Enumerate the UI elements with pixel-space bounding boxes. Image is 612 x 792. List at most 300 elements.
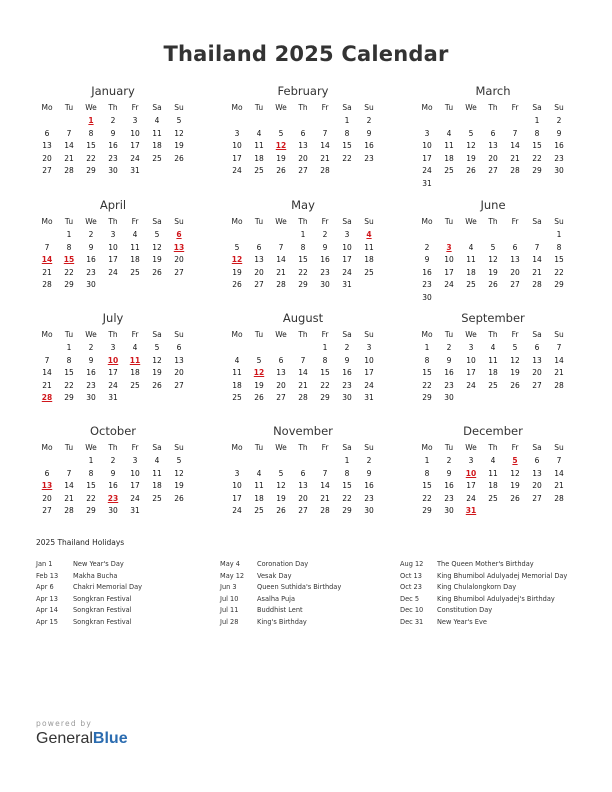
day-cell: 15 [64,368,74,378]
day-cell: 16 [422,267,432,277]
day-cell: 27 [174,267,184,277]
weekday-header: Sa [152,217,162,226]
holiday-item [36,582,201,594]
day-cell: 11 [364,242,374,252]
day-cell: 22 [64,267,74,277]
day-cell: 22 [422,493,432,503]
day-cell: 24 [108,267,118,277]
day-cell: 1 [424,456,430,465]
holiday-date: Jul 28 [220,617,239,626]
weekday-header: Su [554,330,564,339]
day-cell: 17 [364,368,374,378]
day-cell: 17 [342,255,352,265]
day-cell: 27 [510,280,520,290]
day-cell: 13 [510,255,520,265]
day-cell: 25 [444,166,454,176]
day-cell: 15 [342,481,352,491]
day-cell: 25 [232,393,242,403]
day-cell: 17 [130,141,140,151]
day-cell: 17 [466,368,476,378]
weekday-header: Mo [231,443,243,452]
day-cell: 17 [130,481,140,491]
day-cell: 16 [444,481,454,491]
day-cell: 27 [42,506,52,516]
weekday-header: We [275,443,287,452]
day-cell: 21 [532,267,542,277]
day-cell: 14 [276,255,286,265]
month-february [226,83,380,178]
empty-cell [504,115,526,128]
brand-general: General [36,730,93,747]
day-cell: 6 [534,343,540,352]
weekday-header: Mo [421,443,433,452]
weekday-header: Th [488,103,498,112]
day-cell: 20 [42,153,52,163]
holiday-date: Dec 10 [400,606,424,615]
day-cell: 31 [108,393,118,403]
day-cell: 15 [422,368,432,378]
holiday-item [36,617,201,629]
day-cell: 13 [488,141,498,151]
day-cell: 1 [300,230,306,239]
weekday-header: Th [298,443,308,452]
day-cell: 16 [86,255,96,265]
day-cell: 15 [298,255,308,265]
weekday-header: Sa [342,443,352,452]
holiday-day-cell: 12 [231,255,243,265]
holiday-date: Jul 10 [220,594,239,603]
day-cell: 1 [322,343,328,352]
holiday-name: Queen Suthida's Birthday [257,583,342,592]
day-cell: 9 [110,468,116,478]
day-cell: 25 [254,166,264,176]
day-cell: 28 [64,166,74,176]
day-cell: 6 [512,242,518,252]
holiday-item [36,571,201,583]
day-cell: 12 [466,141,476,151]
holiday-item [220,594,385,606]
holiday-name: New Year's Day [73,560,124,568]
day-cell: 10 [422,141,432,151]
day-cell: 10 [130,468,140,478]
day-cell: 18 [130,368,140,378]
weekday-header: Su [554,103,564,112]
day-cell: 16 [554,141,564,151]
day-cell: 27 [488,166,498,176]
weekday-header: Fr [321,217,329,226]
weekday-header: Mo [41,217,53,226]
holiday-item [36,605,201,617]
empty-cell [526,229,548,242]
empty-cell [270,229,292,242]
day-cell: 29 [532,166,542,176]
holiday-list-column-3 [400,559,570,629]
day-cell: 9 [110,128,116,138]
empty-cell [36,115,58,128]
day-cell: 16 [364,481,374,491]
day-cell: 13 [254,255,264,265]
day-cell: 28 [554,380,564,390]
day-cell: 8 [66,355,72,365]
weekday-header: Tu [254,217,264,226]
day-cell: 9 [446,355,452,365]
day-cell: 30 [108,506,118,516]
day-cell: 24 [364,380,374,390]
holiday-date: May 4 [220,560,240,568]
day-cell: 19 [276,493,286,503]
day-cell: 21 [64,153,74,163]
day-cell: 12 [174,128,184,138]
day-cell: 21 [554,368,564,378]
day-cell: 16 [444,368,454,378]
holiday-item [400,594,570,606]
day-cell: 10 [130,128,140,138]
holiday-day-cell: 5 [512,456,518,465]
weekday-header: Su [174,330,184,339]
holiday-item [220,617,385,629]
month-name: November [273,424,333,438]
day-cell: 28 [532,280,542,290]
day-cell: 7 [534,242,540,252]
weekday-header: Tu [254,103,264,112]
holiday-name: The Queen Mother's Birthday [437,560,534,568]
weekday-header: Fr [131,103,139,112]
day-cell: 17 [232,153,242,163]
empty-cell [226,342,248,355]
day-cell: 24 [232,166,242,176]
day-cell: 3 [424,128,430,138]
day-cell: 22 [342,153,352,163]
day-cell: 2 [88,343,94,352]
weekday-header: We [465,330,477,339]
day-cell: 2 [424,242,430,252]
day-cell: 27 [298,166,308,176]
day-cell: 10 [444,255,454,265]
day-cell: 31 [130,166,140,176]
day-cell: 10 [232,481,242,491]
empty-cell [292,115,314,128]
day-cell: 4 [132,230,138,239]
empty-cell [482,115,504,128]
day-cell: 6 [490,128,496,138]
day-cell: 26 [488,280,498,290]
weekday-header: Sa [532,443,542,452]
weekday-header: Su [364,217,374,226]
weekday-header: Fr [321,103,329,112]
empty-cell [248,342,270,355]
holiday-day-cell: 12 [253,368,265,378]
day-cell: 25 [466,280,476,290]
weekday-header: Su [554,443,564,452]
day-cell: 14 [320,141,330,151]
day-cell: 30 [444,393,454,403]
weekday-header: Th [298,330,308,339]
day-cell: 18 [488,368,498,378]
day-cell: 7 [300,355,306,365]
day-cell: 1 [66,230,72,239]
day-cell: 28 [42,280,52,290]
holiday-item [400,571,570,583]
day-cell: 18 [488,481,498,491]
empty-cell [226,455,248,468]
holiday-date: Feb 13 [36,571,59,580]
day-cell: 6 [300,468,306,478]
day-cell: 11 [152,128,162,138]
day-cell: 21 [510,153,520,163]
weekday-header: Mo [421,330,433,339]
day-cell: 3 [132,456,138,465]
day-cell: 18 [444,153,454,163]
day-cell: 15 [422,481,432,491]
day-cell: 15 [320,368,330,378]
weekday-header: Su [174,217,184,226]
day-cell: 8 [66,242,72,252]
day-cell: 8 [534,128,540,138]
day-cell: 25 [130,267,140,277]
day-cell: 4 [490,456,496,465]
holiday-name: King Bhumibol Adulyadej's Birthday [437,594,555,603]
day-cell: 29 [320,393,330,403]
day-cell: 20 [532,368,542,378]
month-days-grid [416,441,570,518]
day-cell: 31 [364,393,374,403]
month-name: May [291,198,315,212]
holiday-name: New Year's Eve [437,617,487,626]
day-cell: 28 [320,166,330,176]
month-days-grid [226,441,380,518]
day-cell: 9 [88,355,94,365]
day-cell: 11 [488,355,498,365]
day-cell: 7 [322,128,328,138]
holidays-title: 2025 Thailand Holidays [36,538,125,547]
day-cell: 7 [512,128,518,138]
day-cell: 25 [364,267,374,277]
holiday-name: King Bhumibol Adulyadej Memorial Day [437,571,568,580]
day-cell: 23 [422,280,432,290]
day-cell: 19 [510,481,520,491]
month-days-grid [36,101,190,178]
day-cell: 1 [66,343,72,352]
weekday-header: Fr [321,330,329,339]
day-cell: 28 [298,393,308,403]
day-cell: 13 [174,355,184,365]
day-cell: 2 [366,116,372,125]
weekday-header: Sa [532,103,542,112]
day-cell: 16 [108,141,118,151]
day-cell: 20 [532,481,542,491]
empty-cell [314,455,336,468]
weekday-header: Fr [131,443,139,452]
day-cell: 12 [174,468,184,478]
day-cell: 28 [554,493,564,503]
day-cell: 30 [342,393,352,403]
day-cell: 23 [364,153,374,163]
day-cell: 2 [446,456,452,465]
empty-cell [248,455,270,468]
day-cell: 16 [342,368,352,378]
day-cell: 5 [154,343,160,352]
holiday-day-cell: 31 [465,506,477,516]
empty-cell [226,229,248,242]
day-cell: 23 [342,380,352,390]
holiday-name: Songkran Festival [73,617,132,626]
day-cell: 9 [322,242,328,252]
day-cell: 23 [108,153,118,163]
month-days-grid [226,328,380,405]
weekday-header: Su [364,330,374,339]
day-cell: 29 [422,393,432,403]
day-cell: 24 [342,267,352,277]
month-days-grid [226,215,380,292]
day-cell: 8 [424,355,430,365]
brand-logo[interactable] [36,730,128,748]
day-cell: 20 [298,153,308,163]
day-cell: 19 [152,368,162,378]
day-cell: 14 [554,355,564,365]
day-cell: 3 [234,128,240,138]
day-cell: 14 [42,368,52,378]
day-cell: 20 [42,493,52,503]
day-cell: 8 [300,242,306,252]
day-cell: 21 [276,267,286,277]
day-cell: 9 [366,468,372,478]
holiday-item [220,571,385,583]
day-cell: 24 [232,506,242,516]
day-cell: 11 [152,468,162,478]
day-cell: 12 [152,355,162,365]
holiday-item [220,582,385,594]
footer [36,719,128,748]
day-cell: 7 [322,468,328,478]
day-cell: 28 [64,506,74,516]
month-days-grid [416,215,570,305]
empty-cell [460,229,482,242]
day-cell: 23 [86,380,96,390]
day-cell: 5 [176,116,182,125]
day-cell: 5 [256,355,262,365]
day-cell: 19 [232,267,242,277]
weekday-header: Mo [421,103,433,112]
day-cell: 5 [512,343,518,352]
page-title: Thailand 2025 Calendar [163,42,449,66]
day-cell: 13 [532,355,542,365]
weekday-header: Tu [254,330,264,339]
day-cell: 23 [86,267,96,277]
day-cell: 14 [532,255,542,265]
holiday-date: Aug 12 [400,560,424,568]
holiday-day-cell: 1 [88,116,94,125]
day-cell: 28 [276,280,286,290]
weekday-header: Tu [64,217,74,226]
day-cell: 25 [152,153,162,163]
day-cell: 1 [556,230,562,239]
weekday-header: We [85,330,97,339]
holiday-date: Apr 14 [36,606,58,615]
weekday-header: Th [298,217,308,226]
day-cell: 8 [322,355,328,365]
day-cell: 18 [254,153,264,163]
month-april [36,197,190,292]
holiday-name: King's Birthday [257,617,307,626]
day-cell: 20 [298,493,308,503]
weekday-header: Th [298,103,308,112]
empty-cell [226,115,248,128]
day-cell: 18 [254,493,264,503]
empty-cell [416,115,438,128]
day-cell: 9 [556,128,562,138]
day-cell: 30 [554,166,564,176]
weekday-header: Fr [131,330,139,339]
day-cell: 10 [232,141,242,151]
weekday-header: Th [108,217,118,226]
day-cell: 18 [130,255,140,265]
weekday-header: Sa [152,103,162,112]
day-cell: 9 [366,128,372,138]
holiday-name: Asalha Puja [257,594,296,603]
empty-cell [58,115,80,128]
day-cell: 5 [278,468,284,478]
empty-cell [416,229,438,242]
weekday-header: Th [488,330,498,339]
day-cell: 22 [554,267,564,277]
day-cell: 24 [108,380,118,390]
day-cell: 19 [488,267,498,277]
day-cell: 26 [152,267,162,277]
holiday-item [220,605,385,617]
day-cell: 9 [344,355,350,365]
day-cell: 18 [364,255,374,265]
day-cell: 31 [342,280,352,290]
holiday-date: Apr 13 [36,594,58,603]
day-cell: 14 [320,481,330,491]
weekday-header: Mo [41,330,53,339]
day-cell: 15 [86,141,96,151]
holiday-date: Dec 31 [400,617,424,626]
day-cell: 3 [110,343,116,352]
weekday-header: Tu [254,443,264,452]
day-cell: 3 [110,230,116,239]
weekday-header: Sa [152,443,162,452]
day-cell: 8 [88,468,94,478]
day-cell: 26 [276,166,286,176]
holiday-day-cell: 28 [41,393,53,403]
month-september [416,310,570,405]
day-cell: 26 [510,380,520,390]
day-cell: 7 [44,355,50,365]
weekday-header: Th [108,443,118,452]
weekday-header: Fr [511,217,519,226]
month-days-grid [226,101,380,178]
weekday-header: Tu [64,103,74,112]
day-cell: 26 [276,506,286,516]
day-cell: 8 [424,468,430,478]
weekday-header: Mo [41,443,53,452]
weekday-header: We [275,217,287,226]
day-cell: 26 [174,153,184,163]
day-cell: 4 [446,128,452,138]
day-cell: 29 [86,166,96,176]
holiday-name: Buddhist Lent [257,606,303,615]
day-cell: 15 [86,481,96,491]
day-cell: 13 [298,141,308,151]
weekday-header: Sa [342,330,352,339]
holiday-item [36,559,201,571]
weekday-header: We [465,217,477,226]
empty-cell [248,229,270,242]
empty-cell [270,455,292,468]
holiday-day-cell: 12 [275,141,287,151]
day-cell: 26 [152,380,162,390]
